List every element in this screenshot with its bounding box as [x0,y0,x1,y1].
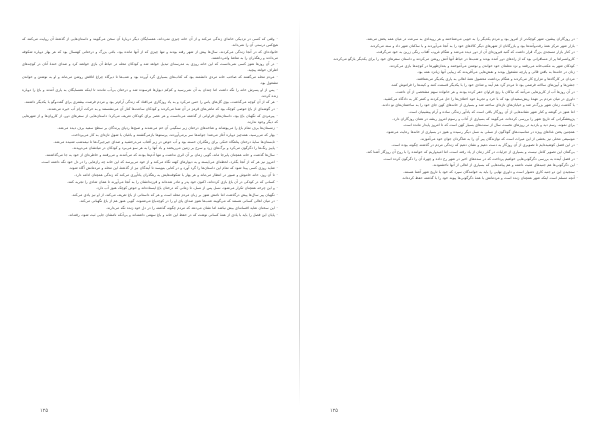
paragraph: ۰ کاروانسراها پر از مسافرانی بود که از راه‌های دور آمده بودند و شب‌ها در حیاط آنها آتش روشن می‌کردند و داستان سفرهای خود را برای یکدیگر بازگو می‌کردند. [332,56,578,61]
paragraph: ۰ سنجیدن این دو جنبه کاری دشوار است و داوری نهایی را باید به خوانندگان سپرد که خود با تاریخ شهر آشنا هستند. [403,169,578,174]
paragraph: ۰ تابستان‌ها سایهٔ درختان پناهگاه خنکی برای رهگذران خسته بود و آب حوض در زیر آفتاب می‌درخشید و صدای جیرجیرک‌ها تا نیمه‌شب شنیده می‌شد. [53,139,278,144]
paragraph: ۰ در آن روزها هنوز کسی نمی‌دانست که این خانه روزی به مدرسه‌ای تبدیل خواهد شد و کودکان محله در حیاط آن بازی خواهند کرد و صدای خندهٔ آنان در کوچه‌های اطراف خواهد پیچید. [22,62,278,73]
left-page-text [22,36,278,394]
paragraph: ۰ امروز نیز هر که از آنجا بگذرد، لحظه‌ای می‌ایستد و به دیوارهای کهنه نگاه می‌کند و از خود می‌پرسد که این خانه چه رازهایی را در دل خود نگه داشته است. [40,159,278,164]
paragraph: ۰ با گذشت زمان شهر بزرگ‌تر شد و خیابان‌های تازه‌ای ساخته شد و بسیاری از خانه‌های کهن جای خود را به ساختمان‌های نو دادند. [381,103,578,108]
paragraph: ۰ شاید روزی کسی پیدا شود که تمام این داستان‌ها را گرد آورد و در کتابی بنویسد تا آیندگان نیز از گذشتهٔ این محله و مردمانش آگاه شوند. [68,166,278,171]
paragraph: ۰ موسیقی محلی نیز بخشی از این میراث است که نوازندگان پیر آن را به شاگردان جوان خود می‌آموزند. [419,136,578,141]
paragraph: ۰ در این فصل کوشیده‌ایم تا تصویری از آن روزگار به دست دهیم و نشان دهیم که زندگی مردم در گذشته چگونه بوده است. [391,143,578,148]
paragraph: ۰ در روزگاران پیشین، شهر کوچک‌تر از امروز بود و مردم یکدیگر را به خوبی می‌شناختند و هر رویدادی به سرعت در میان همه پخش می‌شد. [366,37,578,41]
paragraph: ۰ در فصل آینده به بررسی دگرگونی‌هایی خواهیم پرداخت که در سده‌های اخیر در شهر رخ داده و چهرهٔ آن را دگرگون کرده است. [382,156,578,161]
paragraph: ۰ آنچه مسلم است اینکه شهر همچنان زنده است و مردمانش با همهٔ دگرگونی‌ها پیوند خود را با گذشته حفظ کرده‌اند. [401,176,578,181]
paragraph: ۰ جشن‌ها و آیین‌های سالانه فرصتی بود تا مردم گرد هم آیند و شادی خود را با یکدیگر قسمت کنند و کینه‌ها را فراموش کنند. [390,83,578,88]
paragraph: ۰ بازار شهر مرکز همهٔ رفت‌وآمدها بود و بازرگانان از شهرهای دیگر کالاهای خود را به آنجا می‌آوردند و با ساکنان شهر داد و ستد می‌کردند. [369,43,578,48]
paragraph: ۰ زنان در خانه‌ها به بافتن قالی و پارچه مشغول بودند و نقش‌هایی می‌آفریدند که زیبایی آنها زبانزد همه بود. [416,70,578,75]
paragraph: ۰ بی‌گمان این تصویر کامل نیست و بسیاری از جزئیات در گذر زمان از یاد رفته است، اما امیدواریم که خواننده را با روح آن روزگار آشنا کند. [366,149,578,154]
paragraph: ۰ مردان در کارگاه‌ها و مزارع کار می‌کردند و هنگام برداشت محصول همهٔ اهالی به یاری یکدیگر می‌شتافتند. [415,76,578,81]
paragraph: ۰ در آن روزها آب از کاریزهایی می‌آمد که نیاکان با رنج فراوان حفر کرده بودند و هر خانواده سهم مشخصی از آن داشت. [395,90,578,95]
paragraph: ۰ این سخنان شاید افسانه‌ای بیش نباشد اما نشان می‌دهد که مردم چگونه گذشته را در دل خود زنده نگه می‌دارند. [105,206,278,211]
paragraph: ۰ کودکان شهر به مکتب‌خانه می‌رفتند و نزد معلمان خود خواندن و نوشتن می‌آموختند و بعدازظهرها در کوچه‌ها بازی می‌کردند. [389,63,578,68]
paragraph: ۰ نگهبان پیر سال‌ها پیش درگذشت اما نامش هنوز بر زبان مردم محله است و هر که داستانی از باغ تعریف می‌کند، از او نیز یادی می‌کند. [71,192,278,197]
paragraph: ۰ در کنار بازار مسجدی بزرگ قرار داشت که گنبد فیروزه‌ای آن از دور دیده می‌شد و هنگام غروب آفتاب رنگی زرین به خود می‌گرفت. [375,50,578,55]
paragraph: ۰ پاییز رنگ‌ها را دگرگون می‌کرد و برگ‌های زرد و سرخ بر زمین می‌ریختند و باد آنها را به هر سو می‌برد و کودکان در میانشان می‌دویدند. [72,146,278,151]
paragraph: ۰ پایان این فصل را باید با یادی از همهٔ کسانی نوشت که در حفظ این خانه و باغ سهمی داشته‌اند و بی‌آنکه نامشان جایی ثبت شود، رفته‌اند. [68,212,278,217]
paragraph: ۰ در میان اهالی کسانی هستند که می‌گویند شب‌ها هنوز صدای پای او را در کوچه‌باغ می‌شنوند، گویی هنوز هم از باغ نگهبانی می‌کند. [79,199,278,204]
paragraph: ۰ زمستان‌ها برف تمام باغ را می‌پوشاند و شاخه‌های درختان زیر سنگینی آن خم می‌شدند و صبح‌ها ردپای پرندگان بر سطح سفید برف دیده می‌شد. [57,126,278,131]
paragraph: ۰ برای نمونه، رسم دید و بازدید در روزهای نخست سال از سنت‌های بسیار کهن است که تا امروز پایدار مانده است. [403,123,578,128]
left-page-number: ۱۲۵ [40,408,49,414]
paragraph: ۰ مردم محله می‌گفتند که صاحب خانه مردی دانشمند بود که کتاب‌های بسیاری گرد آورده بود و شب‌ها تا دیرگاه چراغ اتاقش روشن می‌ماند و او به نوشتن و خواندن مشغول بود. [22,75,278,86]
paragraph: ۰ سال‌ها گذشت و خانه همچنان پابرجا ماند، گویی زمان بر آن اثری نداشت و تنها آدم‌ها بودند که می‌آمدند و می‌رفتند و خاطره‌ای از خود به جا می‌گذاشتند. [45,152,278,157]
paragraph: ۰ تا آن روز، خانه خاموش و صبور در انتظار می‌ماند و هر بهار با شکوفه‌هایش به رهگذران یادآوری می‌کند که زندگی همچنان ادامه دارد. [74,172,278,177]
paragraph: ۰ در گوشه‌ای از باغ حوضی کوچک بود که ماهی‌های قرمز در آن شنا می‌کردند و کودکان ساعت‌ها کنار آن می‌نشستند و به حرکت آرام آب خیره می‌شدند. [47,107,278,112]
paragraph: ۰ وقتی که کسی در نزدیکی خانه‌ای زندگی می‌کند و از آن خانه چیزی نمی‌داند، همسایگان دیگر دربارهٔ آن سخن می‌گویند و داستان‌هایی از گذشتهٔ آن روایت می‌کنند که هیچ‌کس درستی آن را نمی‌داند. [22,37,278,48]
right-page-text [322,36,578,394]
paragraph: ۰ کسانی که در کودکی در آن باغ بازی کرده‌اند، اکنون خود پدر و مادر شده‌اند و فرزندانشان را به آنجا می‌آورند تا همان شادی را تجربه کنند. [66,179,278,184]
paragraph: ۰ پیرمردی که نگهبان باغ بود، داستان‌های فراوانی از گذشته می‌دانست و هر عصر برای کودکان تعریف می‌کرد؛ داستان‌هایی از سفرهای دور، از کاروان‌ها و از شهرهایی که دیگر وجود ندارند. [22,113,278,124]
paragraph: ۰ داوری در میان مردم بر عهدهٔ ریش‌سفیدان بود که با خرد و تجربهٔ خود اختلاف‌ها را حل می‌کردند و کمتر کار به دادگاه می‌کشید. [383,96,578,101]
paragraph: ۰ همچنین پختن غذاهای ویژه در مناسبت‌های گوناگون از نسلی به نسل دیگر رسیده و هنوز در بسیاری از خانه‌ها رعایت می‌شود. [385,129,578,134]
right-page [300,0,600,424]
paragraph: ۰ هر که از آن کوچه می‌گذشت، بوی گل‌های یاس را حس می‌کرد و به یاد روزگاری می‌افتاد که زندگی آرام‌تر بود و مردم فرصت بیشتری برای گفت‌وگو با یکدیگر داشتند. [24,100,278,105]
paragraph: ۰ پس از او پسرش خانه را نگه داشت اما چندان به آن نمی‌رسید و کم‌کم دیوارها فرسوده شد و درختان بی‌آب ماندند تا اینکه همسایگان به یاری آمدند و باغ را دوباره زنده کردند. [22,87,278,98]
paragraph: ۰ این دگرگونی‌ها هم جنبه‌های مثبت داشته و هم پیامدهایی که بسیاری از اهالی از آنها ناخشنودند. [432,163,578,168]
right-page-number: ۱۲۵ [329,408,338,414]
paragraph: ۰ پژوهشگرانی که تاریخ شهر را بررسی کرده‌اند، می‌گویند که بسیاری از آداب و رسوم امروز ریشه در همان روزگاران دارد. [392,116,578,121]
paragraph: خانواده‌ای که در آنجا زندگی می‌کردند، سال‌ها پیش از شهر رفته بودند و تنها چیزی که از آنها مانده بود، باغی بزرگ و درختانی کهنسال بود که هر بهار دوباره شکوفه می‌دادند و رهگذران را به تماشا وامی‌داشتند. [22,49,278,60]
paragraph: ۰ و این چرخه همچنان تکرار می‌شود، نسل پس از نسل، تا زمانی که درختان باغ ایستاده‌اند و حوض کوچک هنوز آب دارد. [95,186,278,191]
paragraph: ۰ اما هنوز در گوشه و کنار شهر نشانه‌هایی از آن روزگار باقی است که یادآور زندگی ساده و آرام پیشینیان است. [408,110,578,115]
paragraph: ۰ بهار که می‌رسید، همه‌چیز دوباره آغاز می‌شد؛ جوانه‌ها سر برمی‌آوردند، پرستوها بازمی‌گشتند و باغبان با شوق تازه‌ای به کار می‌پرداخت. [71,133,278,138]
